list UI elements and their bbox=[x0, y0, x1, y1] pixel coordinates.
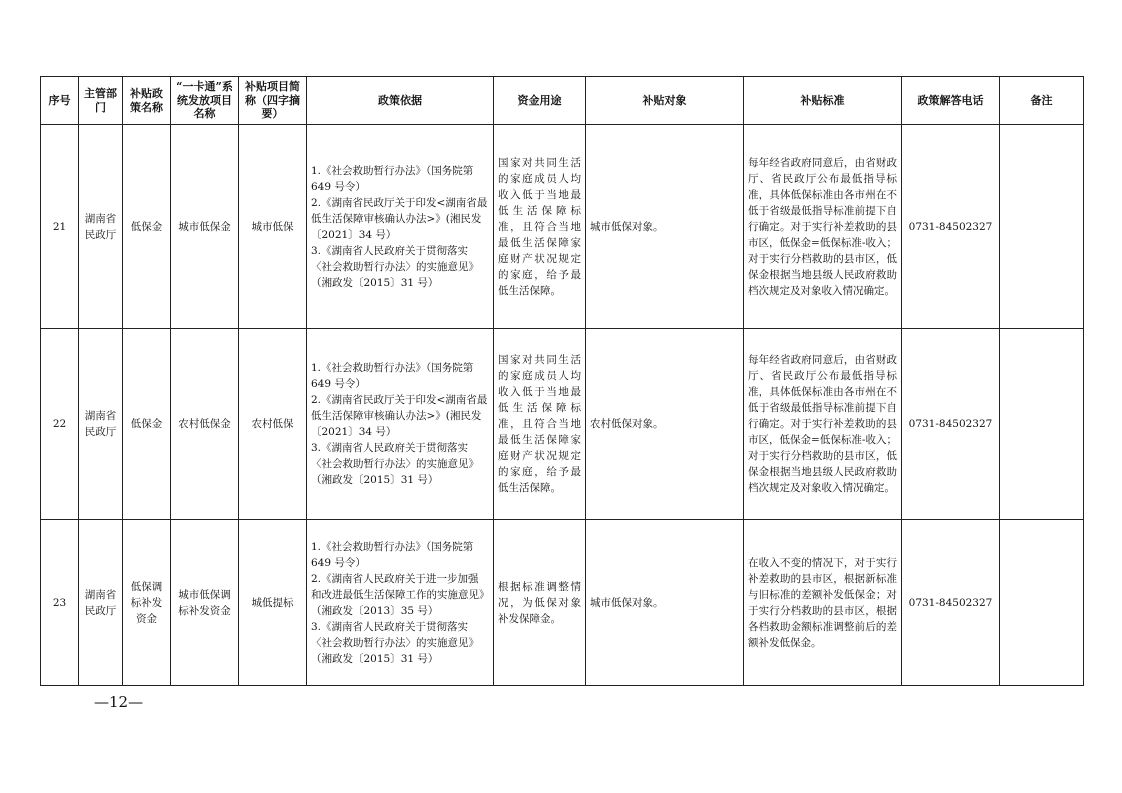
cell-standard: 每年经省政府同意后，由省财政厅、省民政厅公布最低指导标准，具体低保标准由各市州在不低于省级最低指导标准前提下自行确定。对于实行补差救助的县市区，低保金=低保标准-收入；对于实行分档救助的县市区，低保金根据当地县级人民政府救助档次规定及对象收入情况确定。 bbox=[744, 125, 902, 329]
cell-phone: 0731-84502327 bbox=[902, 520, 1000, 686]
cell-fund-use: 国家对共同生活的家庭成员人均收入低于当地最低生活保障标准，且符合当地最低生活保障家庭财产状况规定的家庭，给予最低生活保障。 bbox=[494, 125, 586, 329]
cell-subsidy-policy-name: 低保调标补发资金 bbox=[123, 520, 171, 686]
cell-standard: 在收入不变的情况下，对于实行补差救助的县市区，根据新标准与旧标准的差额补发低保金；对于实行分档救助的县市区，根据各档救助金额标准调整前后的差额补发低保金。 bbox=[744, 520, 902, 686]
header-target: 补贴对象 bbox=[586, 77, 744, 125]
cell-project-abbr: 城市低保 bbox=[239, 125, 307, 329]
cell-policy-basis: 1.《社会救助暂行办法》（国务院第 649 号令） 2.《湖南省人民政府关于进一步加强和改进最低生活保障工作的实施意见》（湘政发〔2013〕35 号） 3.《湖南省人民政府关于贯彻落实〈社会救助暂行办法〉的实施意见》（湘政发〔2015〕31 号） bbox=[307, 520, 494, 686]
cell-remark bbox=[1000, 329, 1084, 520]
cell-policy-basis: 1.《社会救助暂行办法》（国务院第 649 号令） 2.《湖南省民政厅关于印发<湖南省最低生活保障审核确认办法>》(湘民发〔2021〕34 号） 3.《湖南省人民政府关于贯彻落实〈社会救助暂行办法〉的实施意见》（湘政发〔2015〕31 号） bbox=[307, 329, 494, 520]
cell-target: 城市低保对象。 bbox=[586, 520, 744, 686]
cell-seq: 23 bbox=[41, 520, 79, 686]
table-row bbox=[41, 520, 1084, 686]
cell-project-abbr: 农村低保 bbox=[239, 329, 307, 520]
table-header-row bbox=[41, 77, 1084, 125]
cell-card-project-name: 农村低保金 bbox=[171, 329, 239, 520]
cell-remark bbox=[1000, 520, 1084, 686]
cell-dept: 湖南省民政厅 bbox=[79, 329, 123, 520]
cell-fund-use: 根据标准调整情况，为低保对象补发保障金。 bbox=[494, 520, 586, 686]
cell-target: 农村低保对象。 bbox=[586, 329, 744, 520]
cell-target: 城市低保对象。 bbox=[586, 125, 744, 329]
cell-fund-use: 国家对共同生活的家庭成员人均收入低于当地最低生活保障标准，且符合当地最低生活保障家庭财产状况规定的家庭，给予最低生活保障。 bbox=[494, 329, 586, 520]
header-standard: 补贴标准 bbox=[744, 77, 902, 125]
header-project-abbr: 补贴项目简称（四字摘要） bbox=[239, 77, 307, 125]
header-remark: 备注 bbox=[1000, 77, 1084, 125]
cell-seq: 21 bbox=[41, 125, 79, 329]
header-fund-use: 资金用途 bbox=[494, 77, 586, 125]
cell-phone: 0731-84502327 bbox=[902, 125, 1000, 329]
cell-project-abbr: 城低提标 bbox=[239, 520, 307, 686]
cell-phone: 0731-84502327 bbox=[902, 329, 1000, 520]
cell-subsidy-policy-name: 低保金 bbox=[123, 125, 171, 329]
header-seq: 序号 bbox=[41, 77, 79, 125]
cell-seq: 22 bbox=[41, 329, 79, 520]
cell-card-project-name: 城市低保调标补发资金 bbox=[171, 520, 239, 686]
page-number: —12— bbox=[94, 693, 144, 711]
header-policy-basis: 政策依据 bbox=[307, 77, 494, 125]
cell-standard: 每年经省政府同意后，由省财政厅、省民政厅公布最低指导标准，具体低保标准由各市州在不低于省级最低指导标准前提下自行确定。对于实行补差救助的县市区，低保金=低保标准-收入；对于实行分档救助的县市区，低保金根据当地县级人民政府救助档次规定及对象收入情况确定。 bbox=[744, 329, 902, 520]
cell-dept: 湖南省民政厅 bbox=[79, 125, 123, 329]
policy-table bbox=[40, 76, 1084, 686]
table-row bbox=[41, 329, 1084, 520]
cell-card-project-name: 城市低保金 bbox=[171, 125, 239, 329]
cell-dept: 湖南省民政厅 bbox=[79, 520, 123, 686]
header-subsidy-policy-name: 补贴政策名称 bbox=[123, 77, 171, 125]
cell-remark bbox=[1000, 125, 1084, 329]
table-row bbox=[41, 125, 1084, 329]
header-phone: 政策解答电话 bbox=[902, 77, 1000, 125]
header-dept: 主管部门 bbox=[79, 77, 123, 125]
header-card-project-name: “一卡通”系统发放项目名称 bbox=[171, 77, 239, 125]
cell-subsidy-policy-name: 低保金 bbox=[123, 329, 171, 520]
cell-policy-basis: 1.《社会救助暂行办法》（国务院第 649 号令） 2.《湖南省民政厅关于印发<湖南省最低生活保障审核确认办法>》(湘民发〔2021〕34 号） 3.《湖南省人民政府关于贯彻落实〈社会救助暂行办法〉的实施意见》（湘政发〔2015〕31 号） bbox=[307, 125, 494, 329]
